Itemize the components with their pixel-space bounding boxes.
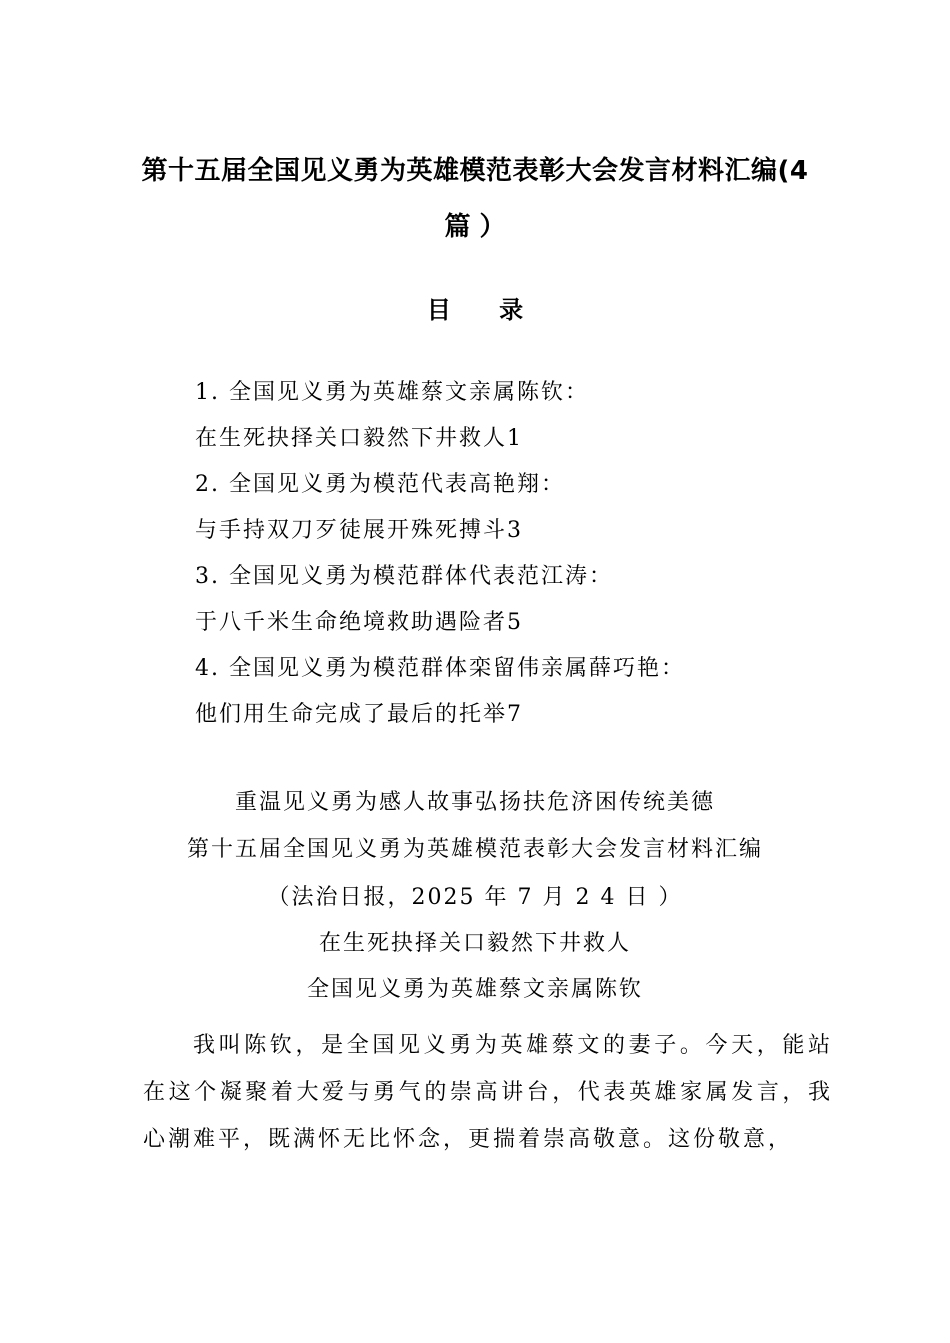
- document-title-line-2: 篇 ）: [444, 212, 506, 242]
- toc-entry-3-subtitle: 于八千米生命绝境救助遇险者5: [195, 610, 523, 635]
- toc-entry-1-subtitle: 在生死抉择关口毅然下井救人1: [195, 426, 523, 451]
- toc-heading: 目 录: [426, 296, 544, 324]
- section-subtitle: 重温见义勇为感人故事弘扬扶危济困传统美德: [234, 790, 715, 815]
- source-line: （法治日报，2025 年 7 月 2 4 日 ）: [267, 885, 683, 910]
- toc-entry-2-subtitle: 与手持双刀歹徒展开殊死搏斗3: [195, 518, 523, 543]
- toc-entry-1-title: 1. 全国见义勇为英雄蔡文亲属陈钦：: [195, 380, 589, 405]
- toc-entry-4-title: 4. 全国见义勇为模范群体栾留伟亲属薛巧艳：: [195, 656, 685, 681]
- toc-entry-4-subtitle: 他们用生命完成了最后的托举7: [195, 702, 523, 727]
- toc-entry-2-title: 2. 全国见义勇为模范代表高艳翔：: [195, 472, 565, 497]
- body-paragraph: 我叫陈钦，是全国见义勇为英雄蔡文的妻子。今天，能站在这个凝聚着大爱与勇气的崇高讲台，代表英雄家属发言，我心潮难平，既满怀无比怀念，更揣着崇高敬意。这份敬意，: [143, 1033, 833, 1152]
- speaker-line: 全国见义勇为英雄蔡文亲属陈钦: [306, 977, 643, 1002]
- speech-title: 在生死抉择关口毅然下井救人: [318, 931, 631, 956]
- document-title-line-1: 第十五届全国见义勇为英雄模范表彰大会发言材料汇编(4: [141, 156, 809, 186]
- collection-title: 第十五届全国见义勇为英雄模范表彰大会发言材料汇编: [186, 837, 763, 862]
- table-of-contents: [195, 370, 815, 738]
- toc-entry-3-title: 3. 全国见义勇为模范群体代表范江涛：: [195, 564, 613, 589]
